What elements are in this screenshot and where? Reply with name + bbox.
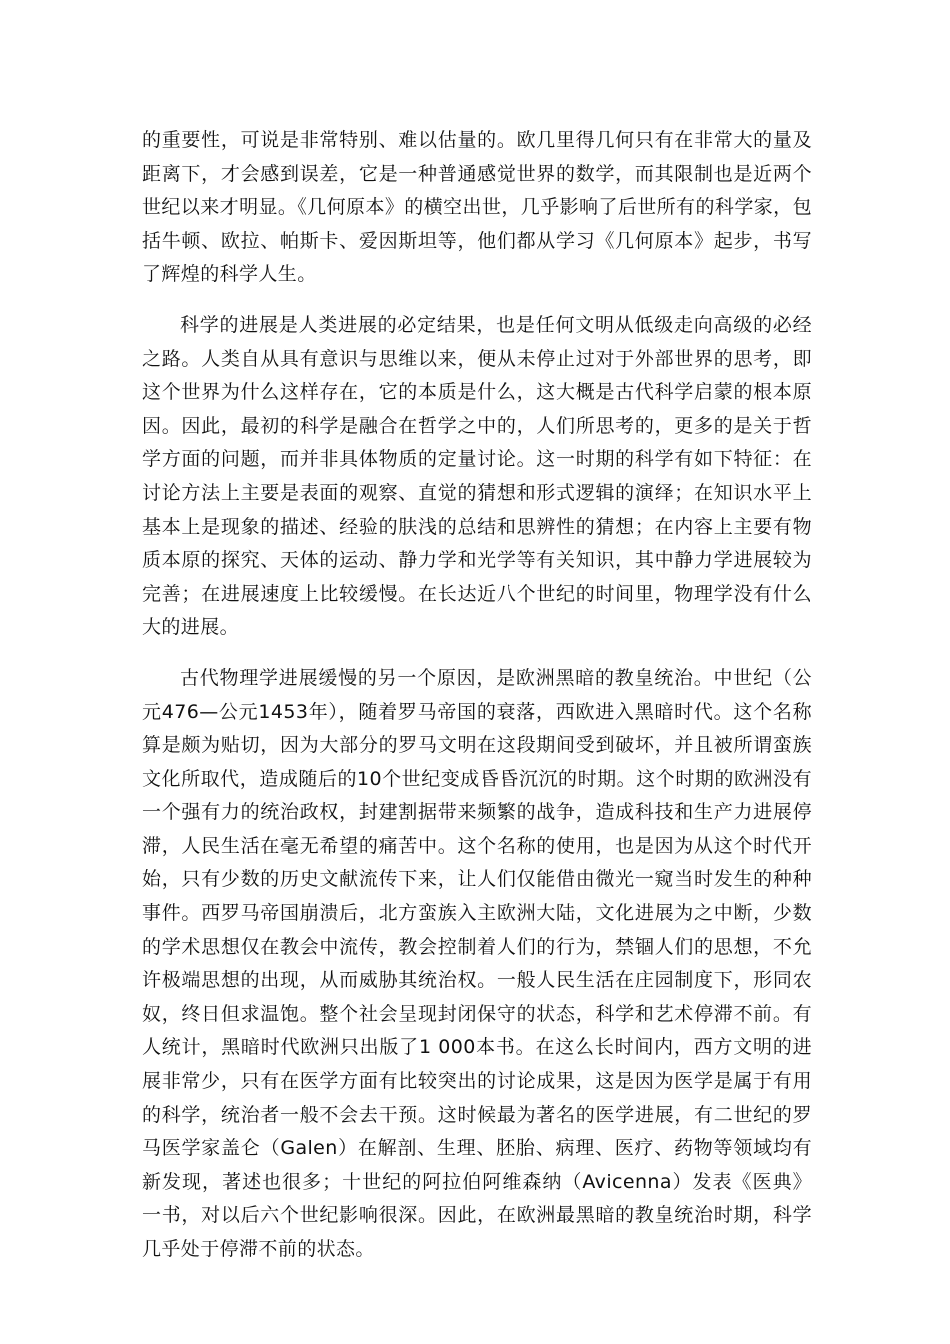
paragraph-1: 的重要性，可说是非常特别、难以估量的。欧几里得几何只有在非常大的量及距离下，才会感到误差，它是一种普通感觉世界的数学，而其限制也是近两个世纪以来才明显。《几何原本》的横空出世，几乎影响了后世所有的科学家，包括牛顿、欧拉、帕斯卡、爱因斯坦等，他们都从学习《几何原本》起步，书写了辉煌的科学人生。 <box>142 129 812 286</box>
document-body <box>142 124 812 1284</box>
paragraph-2: 科学的进展是人类进展的必定结果，也是任何文明从低级走向高级的必经之路。人类自从具有意识与思维以来，便从未停止过对于外部世界的思考，即这个世界为什么这样存在，它的本质是什么，这大概是古代科学启蒙的根本原因。因此，最初的科学是融合在哲学之中的，人们所思考的，更多的是关于哲学方面的问题，而并非具体物质的定量讨论。这一时期的科学有如下特征：在讨论方法上主要是表面的观察、直觉的猜想和形式逻辑的演绎；在知识水平上基本上是现象的描述、经验的肤浅的总结和思辨性的猜想；在内容上主要有物质本原的探究、天体的运动、静力学和光学等有关知识，其中静力学进展较为完善；在进展速度上比较缓慢。在长达近八个世纪的时间里，物理学没有什么大的进展。 <box>142 313 812 639</box>
paragraph-3: 古代物理学进展缓慢的另一个原因，是欧洲黑暗的教皇统治。中世纪（公元476—公元1453年），随着罗马帝国的衰落，西欧进入黑暗时代。这个名称算是颇为贴切，因为大部分的罗马文明在这段期间受到破坏，并且被所谓蛮族文化所取代，造成随后的10个世纪变成昏昏沉沉的时期。这个时期的欧洲没有一个强有力的统治政权，封建割据带来频繁的战争，造成科技和生产力进展停滞，人民生活在毫无希望的痛苦中。这个名称的使用，也是因为从这个时代开始，只有少数的历史文献流传下来，让人们仅能借由微光一窥当时发生的种种事件。西罗马帝国崩溃后，北方蛮族入主欧洲大陆，文化进展为之中断，少数的学术思想仅在教会中流传，教会控制着人们的行为，禁锢人们的思想，不允许极端思想的出现，从而威胁其统治权。一般人民生活在庄园制度下，形同农奴，终日但求温饱。整个社会呈现封闭保守的状态，科学和艺术停滞不前。有人统计，黑暗时代欧洲只出版了1 000本书。在这么长时间内，西方文明的进展非常少，只有在医学方面有比较突出的讨论成果，这是因为医学是属于有用的科学，统治者一般不会去干预。这时候最为著名的医学进展，有二世纪的罗马医学家盖仑（Galen）在解剖、生理、胚胎、病理、医疗、药物等领域均有新发现，著述也很多；十世纪的阿拉伯阿维森纳（Avicenna）发表《医典》一书，对以后六个世纪影响很深。因此，在欧洲最黑暗的教皇统治时期，科学几乎处于停滞不前的状态。 <box>142 666 812 1260</box>
